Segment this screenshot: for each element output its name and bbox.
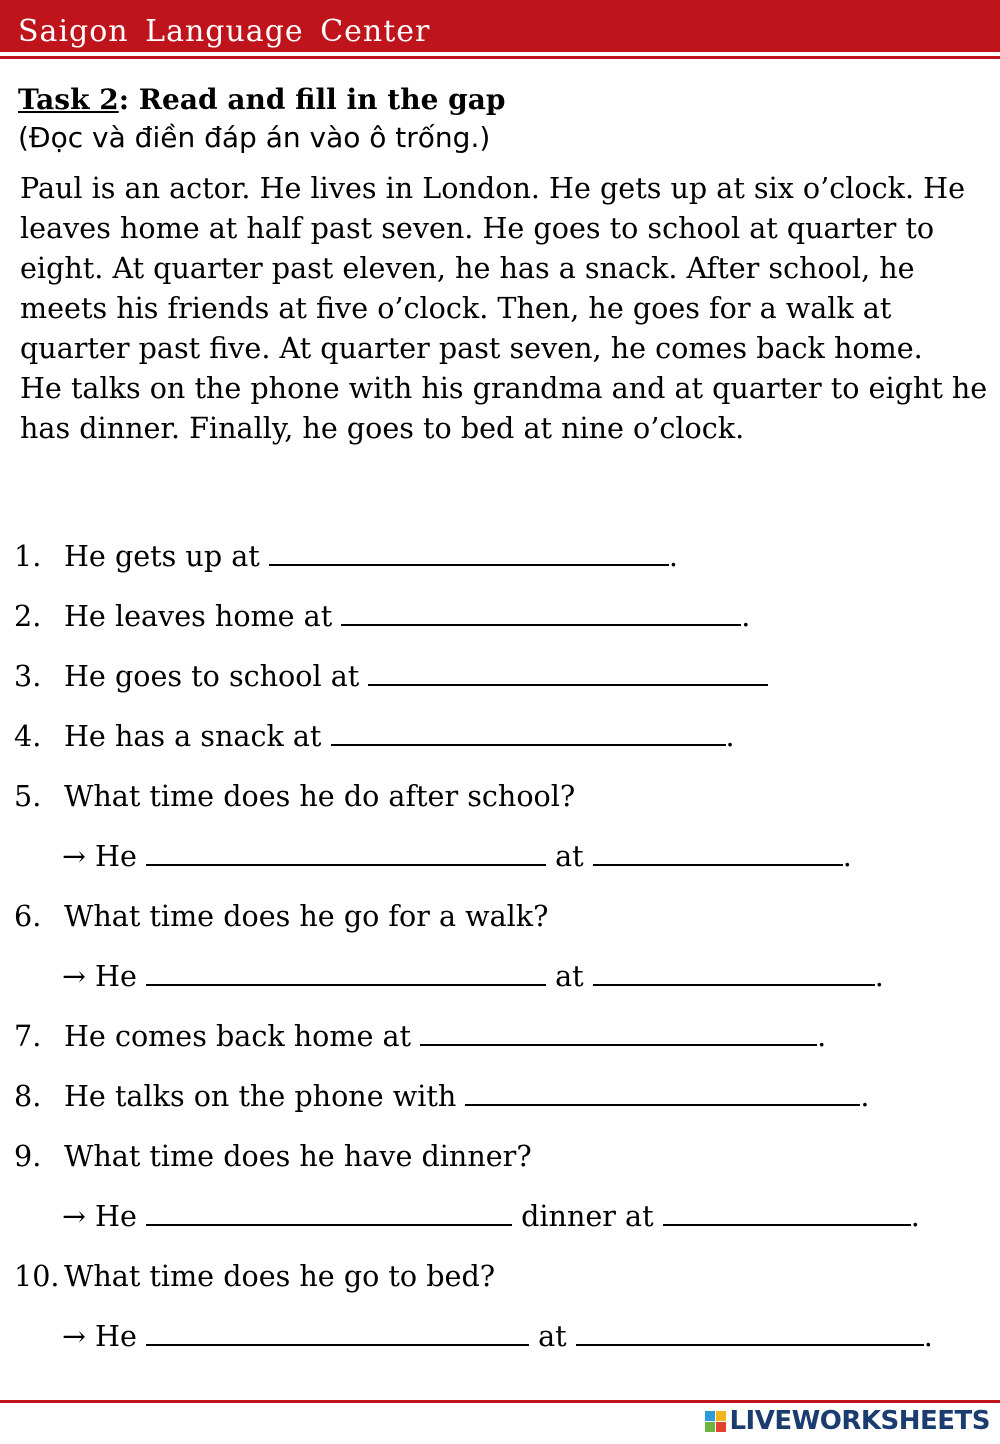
question-text: He has a snack at [64, 719, 322, 753]
question-text: He leaves home at [64, 599, 333, 633]
answer-line-10 [62, 1316, 933, 1356]
answer-line-6 [62, 956, 884, 996]
answer-mid: dinner at [521, 1199, 654, 1233]
question-text: What time does he have dinner? [64, 1139, 532, 1173]
arrow-prefix: → He [62, 839, 137, 873]
question-number: 2. [14, 599, 42, 633]
liveworksheets-logo [705, 1404, 990, 1438]
question-1 [14, 536, 678, 576]
question-text: He goes to school at [64, 659, 360, 693]
task-title [18, 82, 505, 118]
answer-blank[interactable] [420, 1018, 817, 1046]
answer-blank[interactable] [465, 1078, 860, 1106]
answer-blank[interactable] [331, 718, 726, 746]
question-text: What time does he go to bed? [64, 1259, 496, 1293]
question-number: 7. [14, 1019, 42, 1053]
answer-blank[interactable] [146, 838, 546, 866]
question-8 [14, 1076, 869, 1116]
question-number: 5. [14, 779, 42, 813]
answer-blank[interactable] [593, 838, 843, 866]
arrow-prefix: → He [62, 1319, 137, 1353]
question-9 [14, 1136, 532, 1176]
answer-mid: at [538, 1319, 567, 1353]
answer-mid: at [555, 959, 584, 993]
question-5 [14, 776, 575, 816]
question-number: 3. [14, 659, 42, 693]
question-2 [14, 596, 750, 636]
footer-divider [0, 1400, 1000, 1403]
question-4 [14, 716, 735, 756]
answer-line-5 [62, 836, 852, 876]
question-number: 4. [14, 719, 42, 753]
answer-end: . [842, 839, 852, 873]
answer-mid: at [555, 839, 584, 873]
question-number: 10. [14, 1259, 60, 1293]
question-text: He talks on the phone with [64, 1079, 457, 1113]
question-3 [14, 656, 768, 696]
logo-grid-icon [705, 1411, 726, 1432]
question-text: He gets up at [64, 539, 260, 573]
question-text: What time does he go for a walk? [64, 899, 549, 933]
arrow-prefix: → He [62, 959, 137, 993]
answer-blank[interactable] [576, 1318, 924, 1346]
question-end: . [817, 1019, 827, 1053]
answer-line-9 [62, 1196, 920, 1236]
task-subtitle: (Đọc và điền đáp án vào ô trống.) [18, 121, 491, 154]
answer-end: . [910, 1199, 920, 1233]
answer-blank[interactable] [269, 538, 669, 566]
question-end: . [668, 539, 678, 573]
header-bar [0, 0, 1000, 52]
header-divider [0, 56, 1000, 59]
task-title-label: Task 2 [18, 83, 119, 116]
passage-paragraph-2: He talks on the phone with his grandma and at quarter to eight he has dinner. Finally, he goes to bed at nine o’clock. [20, 371, 988, 445]
question-text: What time does he do after school? [64, 779, 576, 813]
question-6 [14, 896, 548, 936]
question-7 [14, 1016, 826, 1056]
question-end: . [725, 719, 735, 753]
answer-blank[interactable] [146, 1198, 512, 1226]
answer-blank[interactable] [146, 1318, 529, 1346]
question-text: He comes back home at [64, 1019, 412, 1053]
passage-paragraph-1: Paul is an actor. He lives in London. He gets up at six o’clock. He leaves home at half past seven. He goes to school at quarter to eight. At quarter past eleven, he has a snack. After school, he meets his friends at five o’clock. Then, he goes for a walk at quarter past five. At quarter past seven, he comes back home. [20, 171, 965, 365]
question-number: 6. [14, 899, 42, 933]
question-end: . [860, 1079, 870, 1113]
logo-text: LIVEWORKSHEETS [729, 1406, 990, 1436]
question-number: 1. [14, 539, 42, 573]
answer-blank[interactable] [593, 958, 875, 986]
reading-passage [20, 168, 995, 448]
answer-blank[interactable] [146, 958, 546, 986]
question-end: . [741, 599, 751, 633]
answer-end: . [874, 959, 884, 993]
question-number: 9. [14, 1139, 42, 1173]
question-10 [14, 1256, 495, 1296]
answer-blank[interactable] [341, 598, 741, 626]
answer-end: . [923, 1319, 933, 1353]
arrow-prefix: → He [62, 1199, 137, 1233]
answer-blank[interactable] [368, 658, 768, 686]
header-title: Saigon Language Center [18, 14, 431, 49]
task-title-rest: : Read and fill in the gap [118, 83, 506, 116]
question-number: 8. [14, 1079, 42, 1113]
answer-blank[interactable] [663, 1198, 911, 1226]
